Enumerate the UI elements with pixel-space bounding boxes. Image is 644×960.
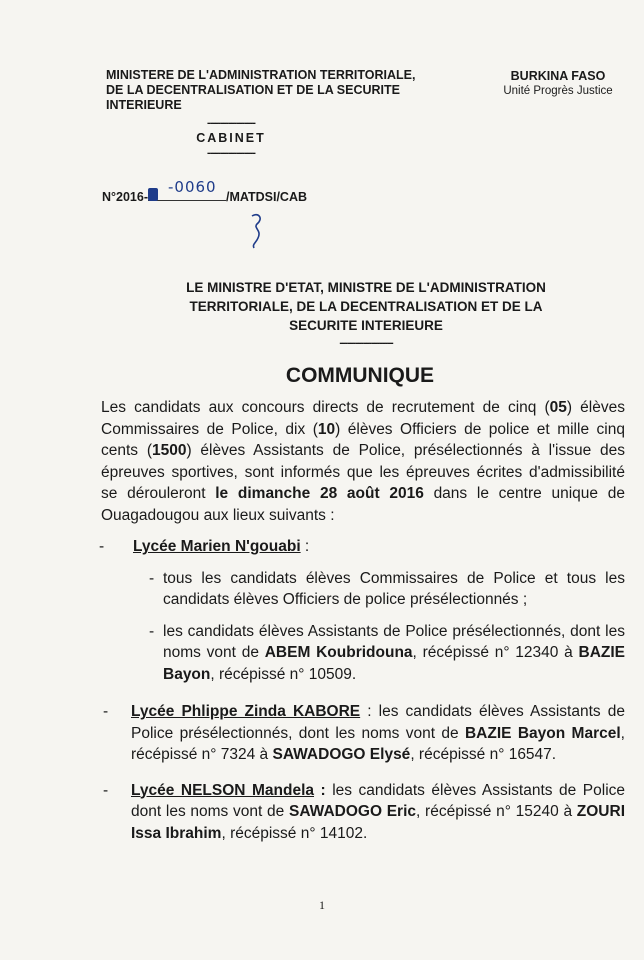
minister-line-1: LE MINISTRE D'ETAT, MINISTRE DE L'ADMINISTRATION (186, 280, 546, 295)
venue-1-item-2-text (163, 621, 625, 686)
venue-3-name: Lycée NELSON Mandela (131, 781, 315, 799)
cabinet-separator-top: ------------------ (207, 117, 255, 129)
venue-2-name: Lycée Phlippe Zinda KABORE (131, 703, 361, 720)
ministry-line-2: DE LA DECENTRALISATION ET DE LA SECURITE (106, 83, 400, 97)
venue-1-item-2 (149, 621, 625, 686)
venue-2-text-a: : les candidats élèves Assistants de Police présélectionnés, dont les noms vont de (131, 703, 625, 742)
venue-2-text (131, 701, 625, 766)
venue-3-text (131, 780, 625, 845)
venue-1-colon: : (300, 538, 310, 555)
venue-2 (103, 701, 625, 766)
venue-3-text-b: , récépissé n° 15240 à (416, 803, 577, 820)
venue-3-colon: : (314, 781, 326, 799)
minister-separator: -------------------- (339, 337, 393, 349)
venue-2-text-b: , récépissé n° 7324 à (131, 724, 625, 763)
reference-suffix: /MATDSI/CAB (226, 190, 308, 204)
country-motto: Unité Progrès Justice (503, 85, 613, 97)
venue-2-from-name: BAZIE Bayon Marcel (464, 724, 621, 742)
page-number: 1 (319, 898, 325, 912)
cabinet-label: CABINET (196, 131, 266, 145)
venue-2-text-c: , récépissé n° 16547. (410, 746, 557, 763)
venue-1-item-2-b: , récépissé n° 12340 à (412, 644, 579, 661)
cabinet-block (186, 118, 276, 158)
venue-3-text-a: les candidats élèves Assistants de Police dont les noms vont de (131, 781, 626, 820)
communique-body (101, 397, 625, 844)
minister-line-2: TERRITORIALE, DE LA DECENTRALISATION ET DE LA (189, 299, 543, 314)
country-header (498, 68, 618, 98)
handwritten-initial-icon (244, 210, 270, 250)
venue-1-item-2-a: les candidats élèves Assistants de Police présélectionnés, dont les noms vont de (163, 622, 625, 661)
country-name: BURKINA FASO (510, 69, 606, 83)
cabinet-separator-bottom: ------------------ (207, 147, 255, 159)
venue-3-from-name: SAWADOGO Eric (289, 803, 417, 820)
list-dash: - (149, 569, 155, 587)
list-dash: - (103, 781, 109, 799)
ink-stamp-mark (148, 188, 158, 201)
intro-text-2: ) élèves Commissaires de Police, dix ( (101, 399, 625, 438)
ministry-header (106, 68, 466, 113)
venue-1-from-name: ABEM Koubridouna (264, 644, 413, 661)
intro-text-4: ) élèves Assistants de Police, présélectionnés à l'issue des épreuves sportives, sont informés que les épreuves écrites d'admissibilité se dérouleront (101, 442, 626, 502)
count-assistants: 1500 (152, 442, 187, 459)
count-officiers: 10 (317, 420, 336, 438)
minister-heading (146, 278, 586, 335)
intro-text-1: Les candidats aux concours directs de recrutement de cinq ( (101, 399, 550, 416)
venue-1-to-name: BAZIE Bayon (163, 644, 626, 683)
count-commissaires: 05 (549, 399, 567, 416)
intro-paragraph (101, 397, 625, 526)
venue-3-text-c: , récépissé n° 14102. (221, 824, 368, 842)
page-title: COMMUNIQUE (285, 364, 435, 387)
venue-1-item-2-c: , récépissé n° 10509. (210, 665, 357, 683)
list-dash: - (149, 622, 155, 640)
handwritten-number: -0060 (168, 178, 217, 196)
ministry-line-3: INTERIEURE (106, 98, 182, 112)
ministry-line-1: MINISTERE DE L'ADMINISTRATION TERRITORIALE, (106, 68, 416, 82)
venue-1 (99, 536, 625, 558)
list-dash: - (103, 703, 109, 720)
minister-line-3: SECURITE INTERIEURE (289, 318, 443, 333)
venue-3 (103, 780, 625, 845)
venue-2-to-name: SAWADOGO Elysé (272, 746, 411, 763)
venue-3-to-name: ZOURI Issa Ibrahim (131, 803, 625, 842)
venue-1-item-1-text: tous les candidats élèves Commissaires de Police et tous les candidats élèves Officiers de police présélectionnés ; (163, 569, 625, 608)
intro-text-5: dans le centre unique de Ouagadougou aux lieux suivants : (101, 485, 625, 524)
intro-text-3: ) élèves Officiers de police et mille cinq cents ( (101, 420, 625, 459)
venue-1-name: Lycée Marien N'gouabi (133, 538, 301, 555)
list-dash: - (99, 538, 105, 555)
exam-date: le dimanche 28 août 2016 (215, 485, 424, 502)
reference-prefix: N°2016- (102, 190, 148, 204)
venue-1-item-1 (149, 568, 625, 611)
